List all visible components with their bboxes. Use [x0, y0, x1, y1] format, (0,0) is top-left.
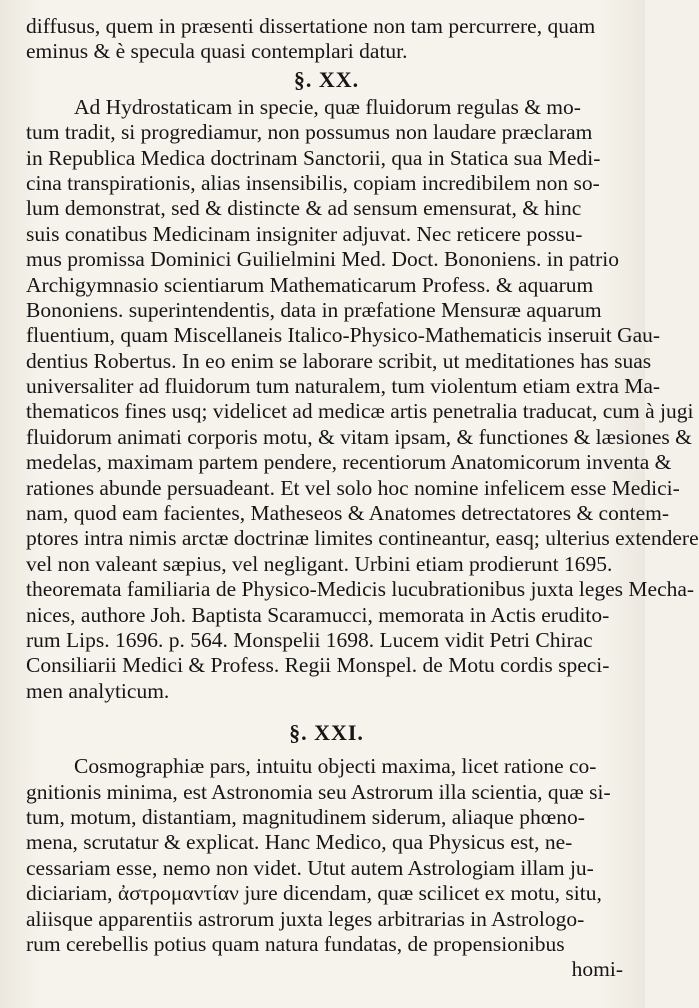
text-line: universaliter ad fluidorum tum naturalem, tum violentum etiam extra Ma-: [26, 374, 661, 399]
text-line: in Republica Medica doctrinam Sanctorii, qua in Statica sua Medi-: [26, 145, 601, 170]
text-line: rationes abunde persuadeant. Et vel solo hoc nomine infelicem esse Medici-: [26, 475, 680, 500]
text-line: thematicos fines usq; videlicet ad medicæ artis penetralia traducat, cum à jugi: [26, 399, 694, 424]
text-line: fluidorum animati corporis motu, & vitam ipsam, & functiones & læsiones &: [26, 424, 692, 449]
text-line: gnitionis minima, est Astronomia seu Astrorum illa scientia, quæ si-: [26, 779, 611, 804]
section-heading-xxi: §. XXI.: [289, 720, 364, 746]
paragraph-section-xxi: [26, 754, 627, 957]
text-line: vel non valeant sæpius, vel negligant. Urbini etiam prodierunt 1695.: [26, 551, 613, 576]
text-line: rum Lips. 1696. p. 564. Monspelii 1698. Lucem vidit Petri Chirac: [26, 627, 593, 652]
section-heading-xx: §. XX.: [293, 66, 360, 92]
text-line: aliisque apparentiis astrorum juxta leges arbitrarias in Astrologo-: [26, 906, 585, 931]
catchword: homi-: [571, 957, 623, 982]
text-line: Bononiens. superintendentis, data in præfatione Mensuræ aquarum: [26, 297, 602, 322]
text-line: lum demonstrat, sed & distincte & ad sensum emensurat, & hinc: [26, 196, 582, 221]
text-line: dentius Robertus. In eo enim se laborare scribit, ut meditationes has suas: [26, 348, 652, 373]
text-line: suis conatibus Medicinam insigniter adjuvat. Nec reticere possu-: [26, 221, 583, 246]
text-line: nices, authore Joh. Baptista Scaramucci, memorata in Actis erudito-: [26, 602, 610, 627]
text-line: nam, quod eam facientes, Matheseos & Anatomes detrectatores & contem-: [26, 501, 669, 526]
text-line: rum cerebellis potius quam natura fundatas, de propensionibus: [26, 931, 565, 956]
text-line: Cosmographiæ pars, intuitu objecti maxima, licet ratione co-: [74, 754, 597, 779]
text-line: theoremata familiaria de Physico-Medicis lucubrationibus juxta leges Mecha-: [26, 577, 695, 602]
paragraph-section-xx: [26, 94, 699, 704]
spacer: [26, 704, 627, 718]
text-block-top: [26, 14, 627, 65]
text-line: fluentium, quam Miscellaneis Italico-Physico-Mathematicis inseruit Gau-: [26, 323, 661, 348]
text-line: eminus & è specula quasi contemplari datur.: [26, 39, 408, 64]
text-line: Archigymnasio scientiarum Mathematicarum Profess. & aquarum: [26, 272, 594, 297]
text-line: tum, motum, distantiam, magnitudinem siderum, aliaque phœno-: [26, 804, 585, 829]
text-line: diffusus, quem in præsenti dissertatione non tam percurrere, quam: [26, 14, 596, 38]
text-line: Ad Hydrostaticam in specie, quæ fluidorum regulas & mo-: [74, 94, 581, 119]
text-line: mus promissa Dominici Guilielmini Med. Doct. Bononiens. in patrio: [26, 247, 619, 272]
text-line: men analyticum.: [26, 678, 170, 703]
text-line: Consiliarii Medici & Profess. Regii Monspel. de Motu cordis speci-: [26, 653, 610, 678]
text-line: diciariam, ἀστρομαντίαν jure dicendam, quæ scilicet ex motu, situ,: [26, 881, 602, 906]
text-line: cina transpirationis, alias insensibilis, copiam incredibilem non so-: [26, 170, 600, 195]
text-line: tum tradit, si progrediamur, non possumus non laudare præclaram: [26, 120, 593, 145]
text-line: mena, scrutatur & explicat. Hanc Medico, qua Physicus est, ne-: [26, 830, 573, 855]
text-line: ptores intra nimis arctæ doctrinæ limites contineantur, easq; ulterius extendere: [26, 526, 699, 551]
text-line: medelas, maximam partem pendere, recentiorum Anatomicorum inventa &: [26, 450, 672, 475]
text-line: cessariam esse, nemo non videt. Utut autem Astrologiam illam ju-: [26, 855, 594, 880]
